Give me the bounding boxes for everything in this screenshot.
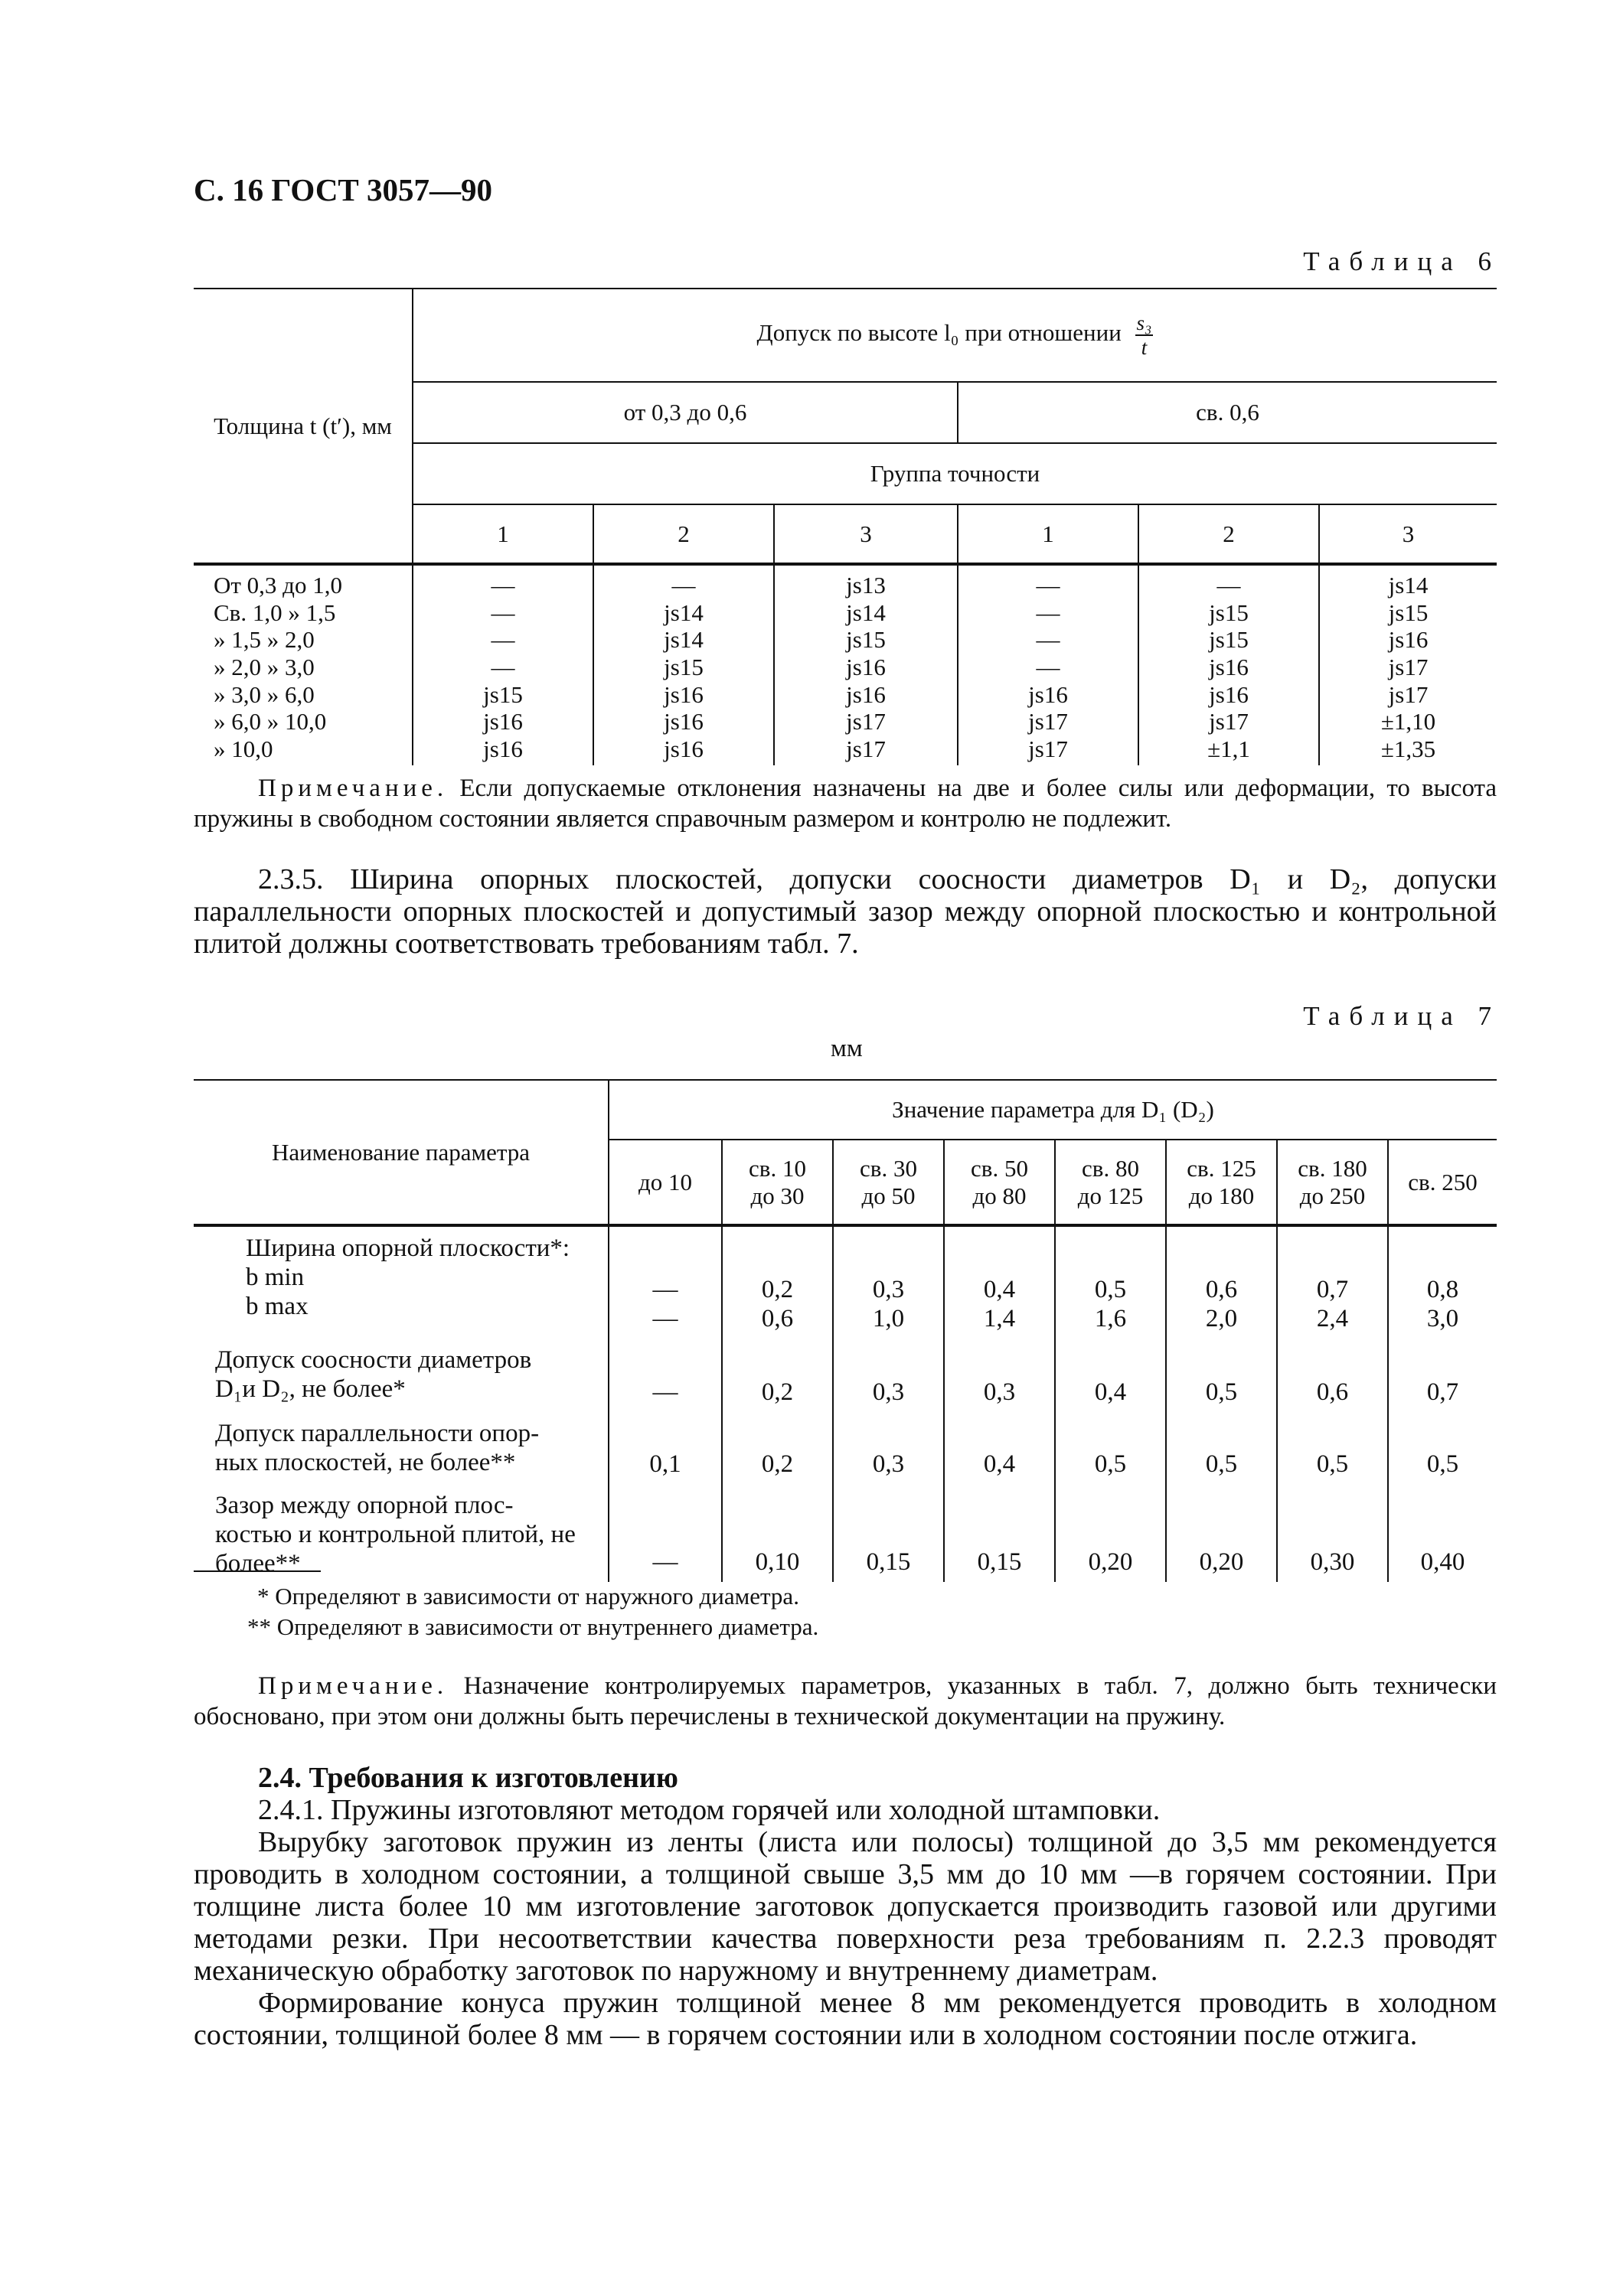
- table7-value-cell: 0,8 3,0: [1426, 1276, 1459, 1333]
- table6-group-3: 3: [774, 504, 958, 564]
- page-header: С. 16 ГОСТ 3057—90: [194, 172, 493, 207]
- table6-cell: » 3,0 » 6,0: [214, 680, 315, 708]
- table6-cell: js16: [846, 653, 886, 680]
- table7-col-header-8: св. 250: [1388, 1140, 1497, 1225]
- table6-cell: js15: [1388, 598, 1429, 626]
- table6-cell: —: [491, 572, 515, 598]
- table7-value-cell: — —: [609, 1225, 722, 1339]
- table6-cell: js15: [1209, 626, 1249, 654]
- table7-value-cell: 0,4 1,4: [944, 1225, 1055, 1339]
- table6-group-6: 3: [1319, 504, 1497, 564]
- paragraph-cone-forming: Формирование конуса пружин толщиной менее 8 мм рекомендуется проводить в холодном состоянии, толщиной более 8 мм — в горячем состоянии или в холодном состоянии после отжига.: [194, 1987, 1497, 2051]
- table6-cell: От 0,3 до 1,0: [214, 572, 342, 598]
- table7-value-cell: 0,3: [944, 1339, 1055, 1412]
- table7-value-cell: 0,3: [833, 1339, 944, 1412]
- table6-cell: js15: [1209, 598, 1249, 626]
- table6-cell: js17: [1209, 708, 1249, 735]
- table7-value-cell: 0,3: [833, 1412, 944, 1484]
- table7-col-header-2: св. 10 до 30: [722, 1140, 833, 1225]
- table6-thickness-header: Толщина t (t′), мм: [194, 289, 413, 564]
- note-text: Назначение контролируемых параметров, указанных в табл. 7, должно быть технически обосновано, при этом они должны быть перечислены в технической документации на пружину.: [194, 1672, 1497, 1730]
- table7-value-cell: 0,6 2,0: [1166, 1225, 1277, 1339]
- table7-value-cell: 0,7: [1426, 1378, 1459, 1407]
- table7-value-cell: 0,5: [1166, 1412, 1277, 1484]
- table7-note: [194, 1671, 1497, 1732]
- table7-col-header-5: св. 80 до 125: [1055, 1140, 1166, 1225]
- table6-cell: js17: [846, 735, 886, 762]
- table7-value-cell: 0,30: [1277, 1484, 1388, 1582]
- table7-col-header-6: св. 125 до 180: [1166, 1140, 1277, 1225]
- table6-cell: » 1,5 » 2,0: [214, 626, 315, 654]
- table6-cell: js14: [846, 598, 886, 626]
- table7-row: [194, 1412, 1497, 1484]
- table7-row: [194, 1339, 1497, 1412]
- table6-cell: —: [491, 598, 515, 626]
- note-label: Примечание.: [258, 775, 449, 802]
- table7-row: [194, 1225, 1497, 1339]
- table6-cell: js17: [1028, 735, 1068, 762]
- table7-value-cell: 0,20: [1166, 1484, 1277, 1582]
- table7-col-header-3: св. 30 до 50: [833, 1140, 944, 1225]
- table6-cell: js17: [1028, 708, 1068, 735]
- table6-group-5: 2: [1138, 504, 1319, 564]
- table7-param-name: Ширина опорной плоскости*: b min b max: [194, 1225, 609, 1339]
- table6-cell: js16: [664, 735, 704, 762]
- table6-cell: Св. 1,0 » 1,5: [214, 598, 336, 626]
- table6-cell: ±1,1: [1207, 735, 1250, 762]
- table7-col-header-7: св. 180 до 250: [1277, 1140, 1388, 1225]
- table7-value-cell: 0,5 1,6: [1055, 1225, 1166, 1339]
- table6-cell: js16: [1028, 680, 1068, 708]
- table6-group-4: 1: [958, 504, 1138, 564]
- table6-cell: js14: [664, 626, 704, 654]
- table6-cell: —: [1036, 653, 1060, 680]
- table7-col-header-1: до 10: [609, 1140, 722, 1225]
- table6-cell: » 6,0 » 10,0: [214, 708, 327, 735]
- table6-cell: ±1,10: [1380, 708, 1436, 735]
- table6-cell: js17: [1388, 653, 1429, 680]
- table6-cell: » 10,0: [214, 735, 273, 762]
- table7-value-cell: 0,15: [833, 1484, 944, 1582]
- table7-value-cell: 0,5: [1166, 1339, 1277, 1412]
- table6-cell: » 2,0 » 3,0: [214, 653, 315, 680]
- table7-col-header-4: св. 50 до 80: [944, 1140, 1055, 1225]
- table6-cell: js15: [664, 653, 704, 680]
- table7-value-cell: 0,7 2,4: [1277, 1225, 1388, 1339]
- table7-param-name: Допуск соосности диаметров D₁и D₂, не более*: [194, 1339, 609, 1412]
- table6-cell: js16: [483, 735, 523, 762]
- table7-value-cell: —: [609, 1484, 722, 1582]
- table7-param-header: Наименование параметра: [194, 1080, 609, 1225]
- table7-param-name: Допуск параллельности опор- ных плоскостей, не более**: [194, 1412, 609, 1484]
- table7-value-cell: —: [609, 1339, 722, 1412]
- table6-ratio-low: от 0,3 до 0,6: [413, 382, 958, 443]
- paragraph-2-3-5: 2.3.5. Ширина опорных плоскостей, допуски соосности диаметров D₁ и D₂, допуски параллельности опорных плоскостей и допустимый зазор между опорной плоскостью и контрольной плитой должны соответствовать требованиям табл. 7.: [194, 863, 1497, 960]
- table7-value-cell: 0,6: [1277, 1339, 1388, 1412]
- table6-tolerance-header: Допуск по высоте l₀ при отношении $\frac{\text{s₃}}{t}$: [413, 289, 1497, 382]
- table6-accuracy-group: Группа точности: [413, 443, 1497, 504]
- table7-value-cell: 0,5: [1426, 1450, 1459, 1479]
- table6: [194, 288, 1497, 765]
- table7-param-name: Зазор между опорной плос- костью и контрольной плитой, не более**: [194, 1484, 609, 1582]
- table7-value-cell: 0,15: [944, 1484, 1055, 1582]
- table7-value-cell: 0,10: [722, 1484, 833, 1582]
- table7-unit: мм: [831, 1035, 863, 1062]
- table7-row: [194, 1484, 1497, 1582]
- table7-value-cell: 0,1: [609, 1412, 722, 1484]
- table6-value-column-5: [1138, 564, 1319, 765]
- table6-cell: —: [671, 572, 696, 598]
- table6-cell: js17: [1388, 680, 1429, 708]
- table6-value-column-4: [958, 564, 1138, 765]
- table7-caption: Таблица 7: [1303, 1001, 1501, 1031]
- table7: [194, 1079, 1497, 1582]
- table6-cell: js16: [664, 708, 704, 735]
- footnote-divider: [194, 1570, 321, 1572]
- footnote-2: ** Определяют в зависимости от внутреннего диаметра.: [247, 1613, 819, 1640]
- table6-cell: —: [1036, 626, 1060, 654]
- table6-cell: —: [1036, 572, 1060, 598]
- table6-cell: —: [491, 653, 515, 680]
- footnote-1: * Определяют в зависимости от наружного диаметра.: [257, 1583, 799, 1609]
- table7-value-cell: 0,5: [1277, 1412, 1388, 1484]
- table6-cell: js14: [664, 598, 704, 626]
- table6-value-column-2: [593, 564, 774, 765]
- table6-cell: js16: [1388, 626, 1429, 654]
- table7-value-cell: 0,40: [1420, 1548, 1465, 1577]
- table6-thickness-column: [194, 564, 413, 765]
- table6-cell: js16: [483, 708, 523, 735]
- paragraph-2-4-1: 2.4.1. Пружины изготовляют методом горячей или холодной штамповки.: [258, 1794, 1161, 1826]
- table6-value-column-6: [1319, 564, 1497, 765]
- table7-value-header: Значение параметра для D₁ (D₂): [609, 1080, 1497, 1140]
- ratio-fraction: $\frac{\text{s₃}}{t}$: [1136, 311, 1152, 359]
- table6-ratio-high: св. 0,6: [958, 382, 1497, 443]
- paragraph-blanking: Вырубку заготовок пружин из ленты (листа или полосы) толщиной до 3,5 мм рекомендуется проводить в холодном состоянии, а толщиной свыше 3,5 мм до 10 мм —в горячем состоянии. При толщине листа более 10 мм изготовление заготовок допускается производить газовой или другими методами резки. При несоответствии качества поверхности реза требованиям п. 2.2.3 проводят механическую обработку заготовок по наружному и внутреннему диаметрам.: [194, 1826, 1497, 1987]
- table6-cell: js17: [846, 708, 886, 735]
- section-2-4-title: 2.4. Требования к изготовлению: [258, 1762, 678, 1794]
- table6-group-1: 1: [413, 504, 593, 564]
- table6-cell: js13: [846, 572, 886, 598]
- table7-value-cell: 0,4: [1055, 1339, 1166, 1412]
- table6-cell: js15: [483, 680, 523, 708]
- table6-cell: js16: [664, 680, 704, 708]
- table6-cell: —: [1036, 598, 1060, 626]
- table6-caption: Таблица 6: [1303, 246, 1501, 276]
- table6-cell: ±1,35: [1380, 735, 1436, 762]
- note-text: Если допускаемые отклонения назначены на две и более силы или деформации, то высота пружины в свободном состоянии является справочным размером и контролю не подлежит.: [194, 775, 1497, 833]
- table6-cell: js16: [846, 680, 886, 708]
- table7-value-cell: 0,20: [1055, 1484, 1166, 1582]
- table6-cell: js16: [1209, 680, 1249, 708]
- table6-cell: js15: [846, 626, 886, 654]
- table7-value-cell: 0,5: [1055, 1412, 1166, 1484]
- table6-group-2: 2: [593, 504, 774, 564]
- table7-value-cell: 0,2: [722, 1412, 833, 1484]
- table6-value-column-3: [774, 564, 958, 765]
- table7-value-cell: 0,2 0,6: [722, 1225, 833, 1339]
- table6-cell: js16: [1209, 653, 1249, 680]
- table6-note: [194, 773, 1497, 834]
- note-label: Примечание.: [258, 1672, 449, 1700]
- table6-cell: —: [491, 626, 515, 654]
- table6-cell: —: [1216, 572, 1241, 598]
- table7-value-cell: 0,4: [944, 1412, 1055, 1484]
- table6-cell: js14: [1388, 572, 1429, 598]
- table6-value-column-1: [413, 564, 593, 765]
- table7-value-cell: 0,3 1,0: [833, 1225, 944, 1339]
- table7-value-cell: 0,2: [722, 1339, 833, 1412]
